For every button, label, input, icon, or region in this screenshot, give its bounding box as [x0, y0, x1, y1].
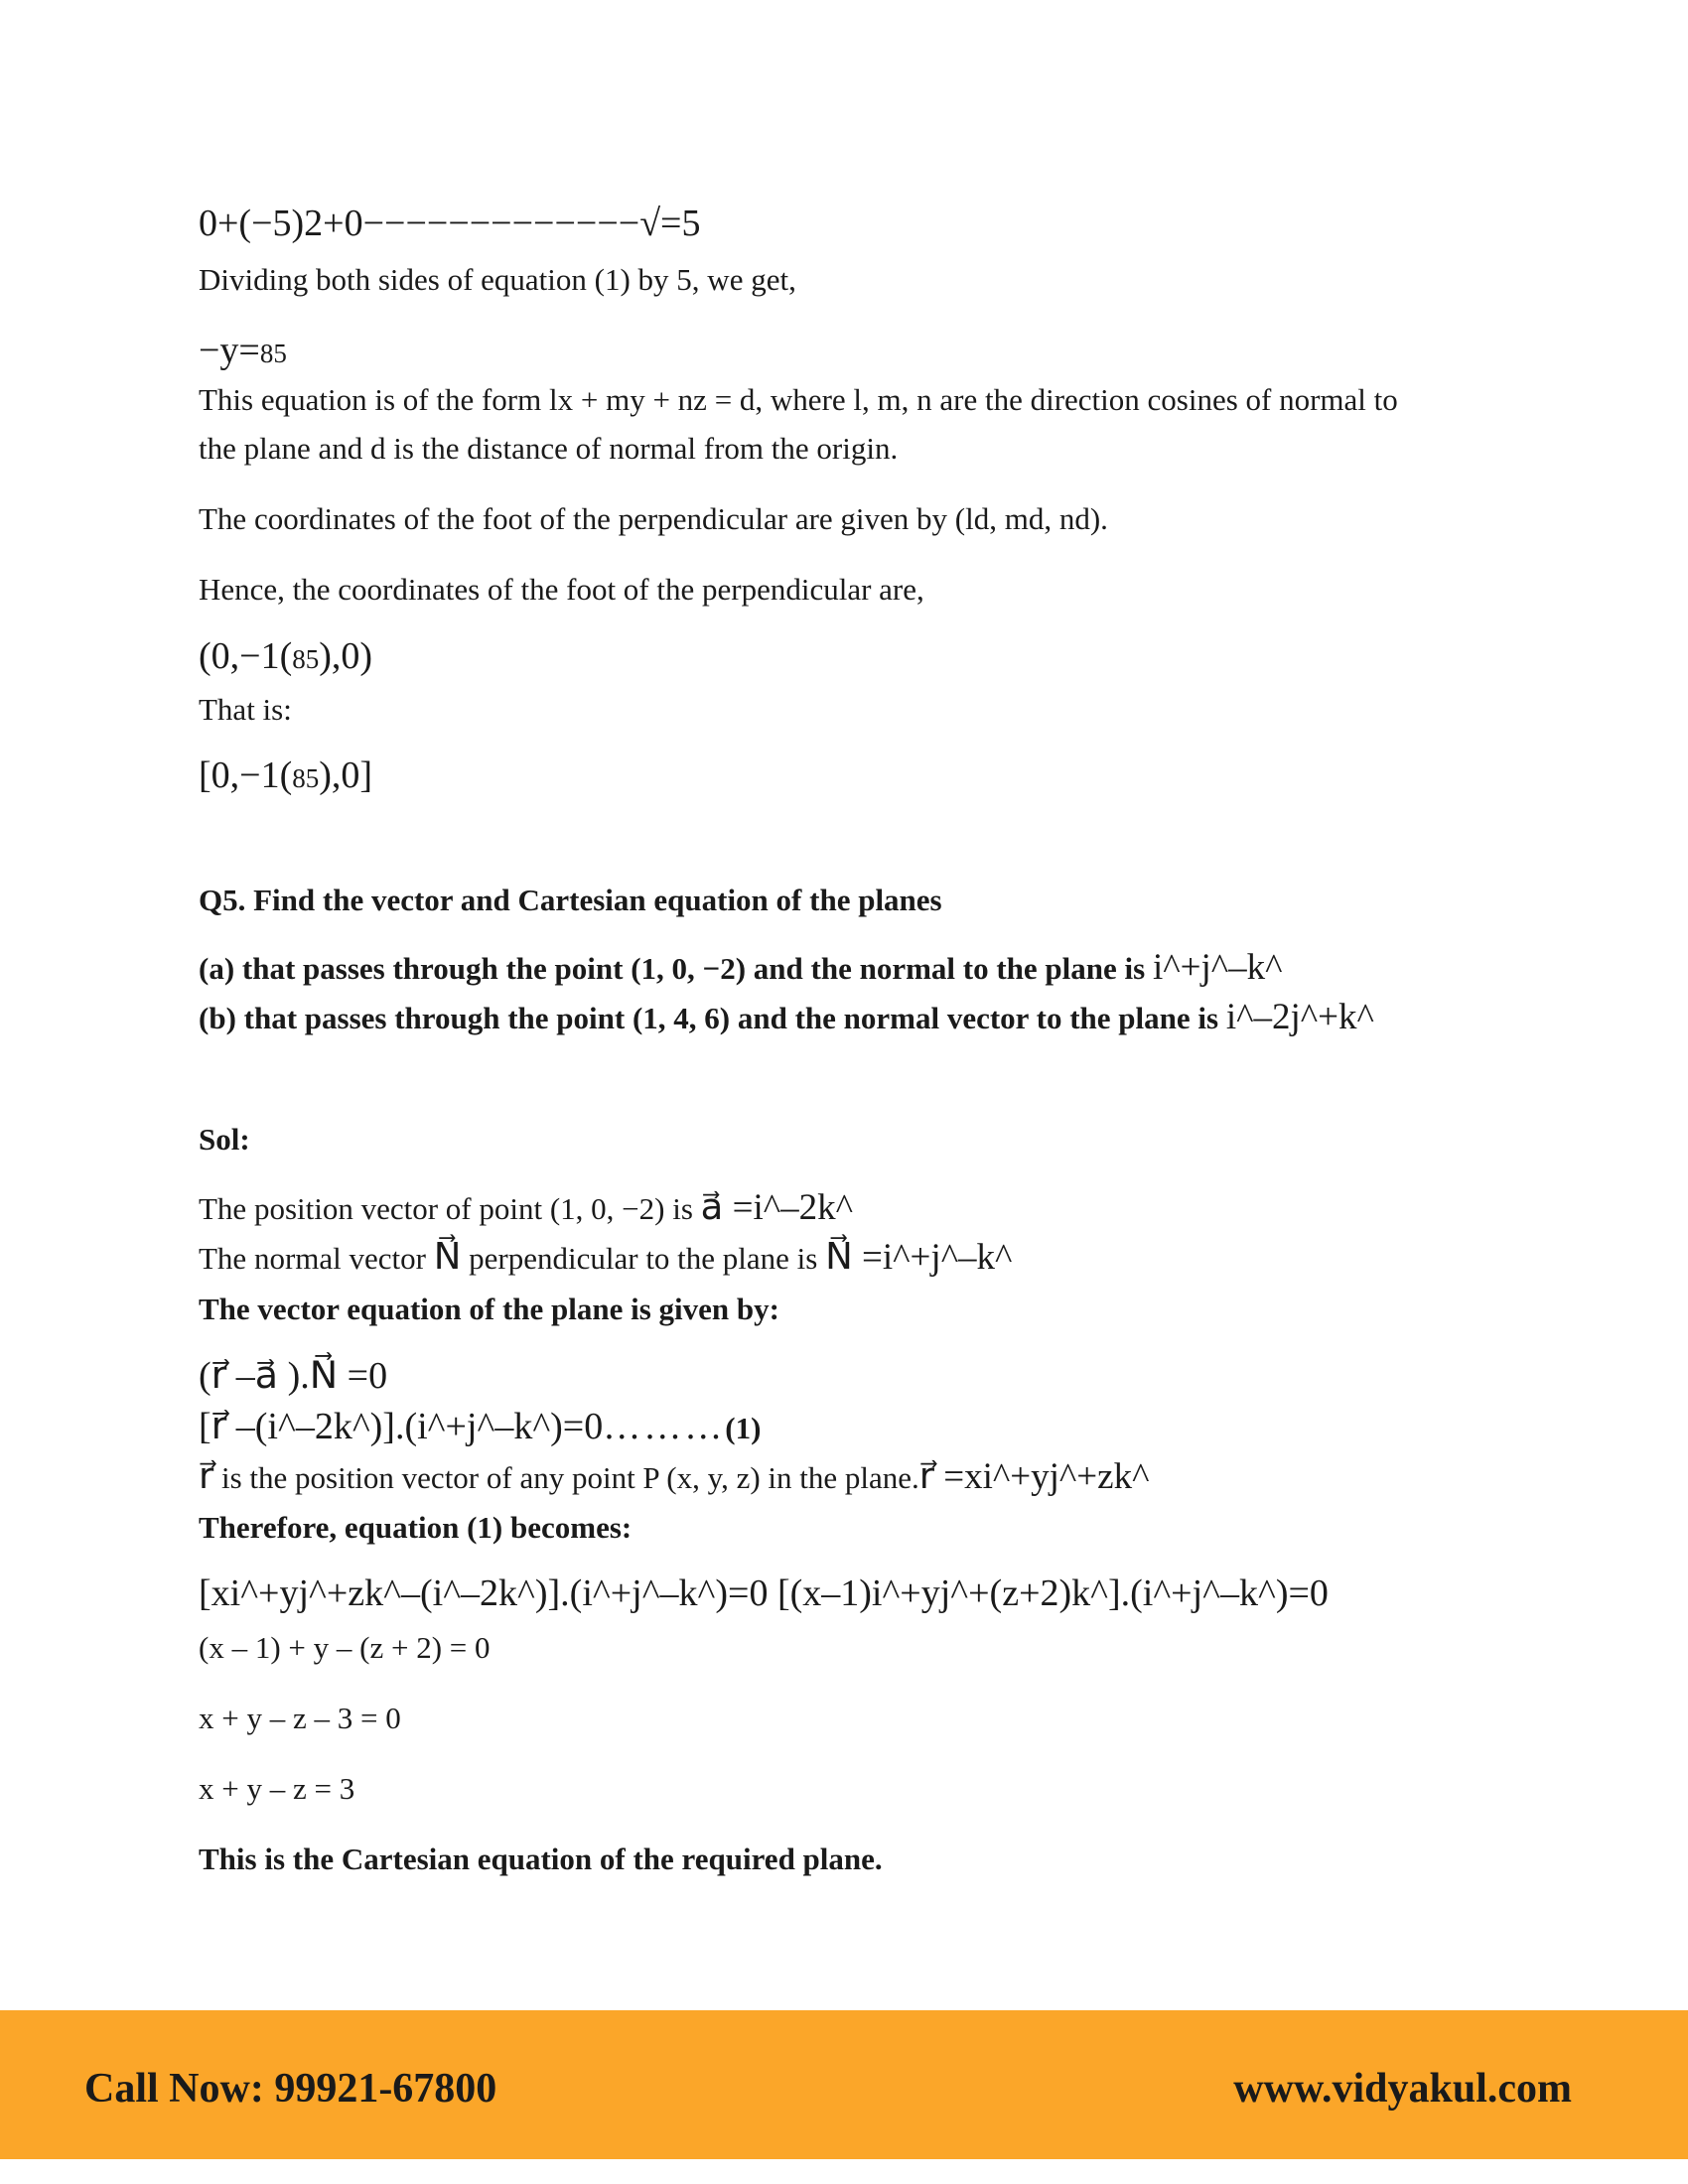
equation-line: x + y – z = 3	[199, 1771, 355, 1806]
equation-part: −y=	[199, 330, 260, 371]
vector-expression: r⃗	[199, 1456, 214, 1497]
text-line: The coordinates of the foot of the perpendicular are given by (ld, md, nd).	[199, 501, 1108, 536]
text-part: The position vector of point (1, 0, −2) is	[199, 1191, 701, 1226]
call-now-text: Call Now: 99921-67800	[84, 2066, 497, 2112]
footer-banner	[0, 2010, 1688, 2159]
fraction-value: 85	[259, 339, 287, 368]
fraction-value: 85	[292, 763, 320, 793]
text-line	[199, 1458, 1149, 1497]
equation-part: ),0)	[319, 635, 373, 677]
vector-expression: a⃗ =i^–2k^	[700, 1187, 853, 1228]
equation-line	[199, 329, 287, 375]
equation-line	[199, 1405, 761, 1448]
equation-line: [xi^+yj^+zk^–(i^–2k^)].(i^+j^–k^)=0 [(x–1)i^+yj^+(z+2)k^].(i^+j^–k^)=0	[199, 1572, 1329, 1614]
website-link[interactable]: www.vidyakul.com	[1233, 2066, 1572, 2112]
text-line: Dividing both sides of equation (1) by 5, we get,	[199, 262, 796, 297]
vector-expression: i^+j^–k^	[1152, 947, 1283, 988]
bold-text-line: This is the Cartesian equation of the required plane.	[199, 1842, 883, 1876]
equation-part: (0,−1(	[199, 635, 293, 677]
vector-expression: N⃗	[433, 1237, 462, 1278]
text-line: This equation is of the form lx + my + nz = d, where l, m, n are the direction cosines of normal to	[199, 382, 1398, 417]
text-line	[199, 1189, 853, 1228]
vector-expression: i^–2j^+k^	[1225, 997, 1374, 1037]
text-part: The normal vector	[199, 1241, 434, 1276]
question-text: (a) that passes through the point (1, 0, −2) and the normal to the plane is	[199, 951, 1153, 986]
text-line: Hence, the coordinates of the foot of the perpendicular are,	[199, 572, 924, 607]
text-part: perpendicular to the plane is	[461, 1241, 826, 1276]
bold-text-line: The vector equation of the plane is given by:	[199, 1292, 779, 1326]
vector-expression: N⃗ =i^+j^–k^	[825, 1237, 1013, 1278]
vector-expression: r⃗ =xi^+yj^+zk^	[918, 1456, 1150, 1497]
text-part: is the position vector of any point P (x, y, z) in the plane.	[213, 1460, 919, 1495]
equation-line: x + y – z – 3 = 0	[199, 1701, 401, 1735]
text-line	[199, 1239, 1012, 1278]
equation-line: (r⃗ –a⃗ ).N⃗ =0	[199, 1355, 388, 1397]
question-text: (b) that passes through the point (1, 4, 6) and the normal vector to the plane is	[199, 1001, 1226, 1035]
equation-number: (1)	[725, 1411, 762, 1445]
question-part-b	[199, 999, 1374, 1037]
question-part-a	[199, 949, 1282, 988]
equation-line	[199, 634, 372, 681]
fraction-value: 85	[292, 644, 320, 674]
equation-part: [0,−1(	[199, 754, 293, 796]
equation-line: 0+(−5)2+0−−−−−−−−−−−−−√=5	[199, 203, 701, 244]
text-line: the plane and d is the distance of normal from the origin.	[199, 431, 899, 466]
equation-part: ),0]	[319, 754, 373, 796]
equation-dots: ………	[603, 1406, 726, 1447]
equation-line	[199, 753, 372, 800]
equation-line: (x – 1) + y – (z + 2) = 0	[199, 1630, 491, 1665]
solution-label: Sol:	[199, 1122, 250, 1157]
equation-part: [r⃗ –(i^–2k^)].(i^+j^–k^)=0	[199, 1406, 604, 1447]
text-line: That is:	[199, 692, 292, 727]
bold-text-line: Therefore, equation (1) becomes:	[199, 1510, 633, 1545]
question-heading: Q5. Find the vector and Cartesian equation of the planes	[199, 883, 942, 917]
